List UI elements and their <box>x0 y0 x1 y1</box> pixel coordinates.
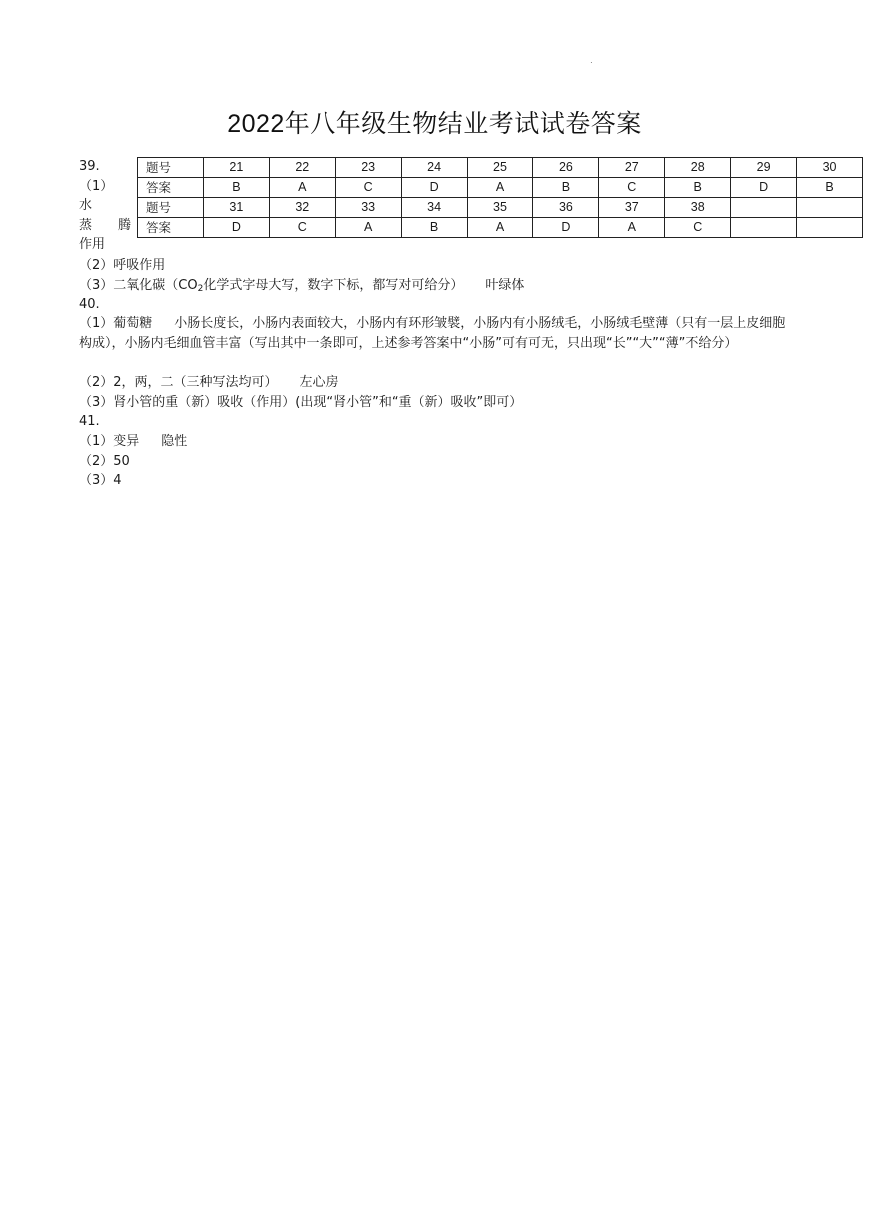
table-cell: B <box>401 218 467 238</box>
q39-part3-extra: 叶绿体 <box>485 278 525 293</box>
q39-part1-label-text: （1） <box>79 178 114 194</box>
table-cell: 33 <box>335 198 401 218</box>
answer-table <box>137 157 863 238</box>
table-answer-label: 答案 <box>138 218 204 238</box>
table-cell: 23 <box>335 158 401 178</box>
q39-part1-answer-b1: 蒸 <box>79 217 93 233</box>
q41-number: 41. <box>79 414 100 429</box>
top-mark: · <box>590 58 593 67</box>
table-cell: A <box>599 218 665 238</box>
q39-part2: （2）呼吸作用 <box>79 258 166 273</box>
q39-part1-answer-b2: 腾 <box>117 217 131 233</box>
q41-part1-b: 隐性 <box>161 434 188 449</box>
table-cell: 27 <box>599 158 665 178</box>
table-cell: D <box>401 178 467 198</box>
table-cell: 38 <box>665 198 731 218</box>
table-cell: D <box>203 218 269 238</box>
q40-part3: （3）肾小管的重（新）吸收（作用）(出现“肾小管”和“重（新）吸收”即可） <box>79 395 523 410</box>
q40-part2 <box>79 373 339 393</box>
table-cell: 25 <box>467 158 533 178</box>
q39-part3-prefix: （3）二氧化碳（CO <box>79 278 198 293</box>
table-cell: 29 <box>731 158 797 178</box>
table-cell: D <box>533 218 599 238</box>
table-row-numbers-2 <box>138 198 863 218</box>
q40-number: 40. <box>79 297 100 312</box>
table-cell: 31 <box>203 198 269 218</box>
table-cell: 21 <box>203 158 269 178</box>
q40-part2-a: （2）2，两，二（三种写法均可） <box>79 375 278 390</box>
table-cell: A <box>467 218 533 238</box>
table-cell: A <box>467 178 533 198</box>
table-cell: 28 <box>665 158 731 178</box>
q39-part3-subscript: 2 <box>197 284 204 294</box>
table-row-answers-1 <box>138 178 863 198</box>
q41-part2: （2）50 <box>79 454 130 469</box>
table-cell: A <box>269 178 335 198</box>
table-cell: B <box>203 178 269 198</box>
q39-part1-answer-b <box>79 216 131 236</box>
table-cell <box>797 198 863 218</box>
q41-part1 <box>79 432 187 452</box>
table-cell: 32 <box>269 198 335 218</box>
table-row-numbers-1 <box>138 158 863 178</box>
table-cell: 22 <box>269 158 335 178</box>
table-answer-label: 答案 <box>138 178 204 198</box>
table-cell: 30 <box>797 158 863 178</box>
table-cell: B <box>797 178 863 198</box>
q39-part1-label <box>79 177 131 197</box>
table-cell: B <box>665 178 731 198</box>
page-title: 2022年八年级生物结业考试试卷答案 <box>227 110 642 138</box>
q39-part1-answer-a: 水 <box>79 198 93 213</box>
table-cell: 35 <box>467 198 533 218</box>
table-cell: C <box>665 218 731 238</box>
q40-part1-a: （1）葡萄糖 <box>79 316 153 331</box>
q40-part1-b: 小肠长度长，小肠内表面较大，小肠内有环形皱襞，小肠内有小肠绒毛，小肠绒毛壁薄（只有一层上皮细胞构成），小肠内毛细血管丰富（写出其中一条即可，上述参考答案中“小肠”可有可无，只出现“长”“大”“薄”不给分） <box>79 316 786 351</box>
table-cell: C <box>599 178 665 198</box>
q39-side-block <box>79 157 131 255</box>
table-cell: 37 <box>599 198 665 218</box>
table-row-answers-2 <box>138 218 863 238</box>
table-cell: C <box>335 178 401 198</box>
q39-part3 <box>79 276 524 300</box>
table-cell: C <box>269 218 335 238</box>
table-cell <box>731 218 797 238</box>
table-cell <box>731 198 797 218</box>
q40-part2-b: 左心房 <box>299 375 339 390</box>
q39-number: 39. <box>79 159 100 174</box>
table-cell: B <box>533 178 599 198</box>
table-cell: 24 <box>401 158 467 178</box>
q41-part1-a: （1）变异 <box>79 434 140 449</box>
table-cell: 26 <box>533 158 599 178</box>
table-cell: 36 <box>533 198 599 218</box>
table-cell <box>797 218 863 238</box>
q41-part3: （3）4 <box>79 473 122 488</box>
table-cell: A <box>335 218 401 238</box>
table-header-label: 题号 <box>138 158 204 178</box>
q39-part3-rest: 化学式字母大写，数字下标，都写对可给分） <box>203 278 464 293</box>
table-cell: D <box>731 178 797 198</box>
table-header-label: 题号 <box>138 198 204 218</box>
q40-part1 <box>79 314 791 353</box>
q39-part1-answer-c: 作用 <box>79 237 106 252</box>
table-cell: 34 <box>401 198 467 218</box>
